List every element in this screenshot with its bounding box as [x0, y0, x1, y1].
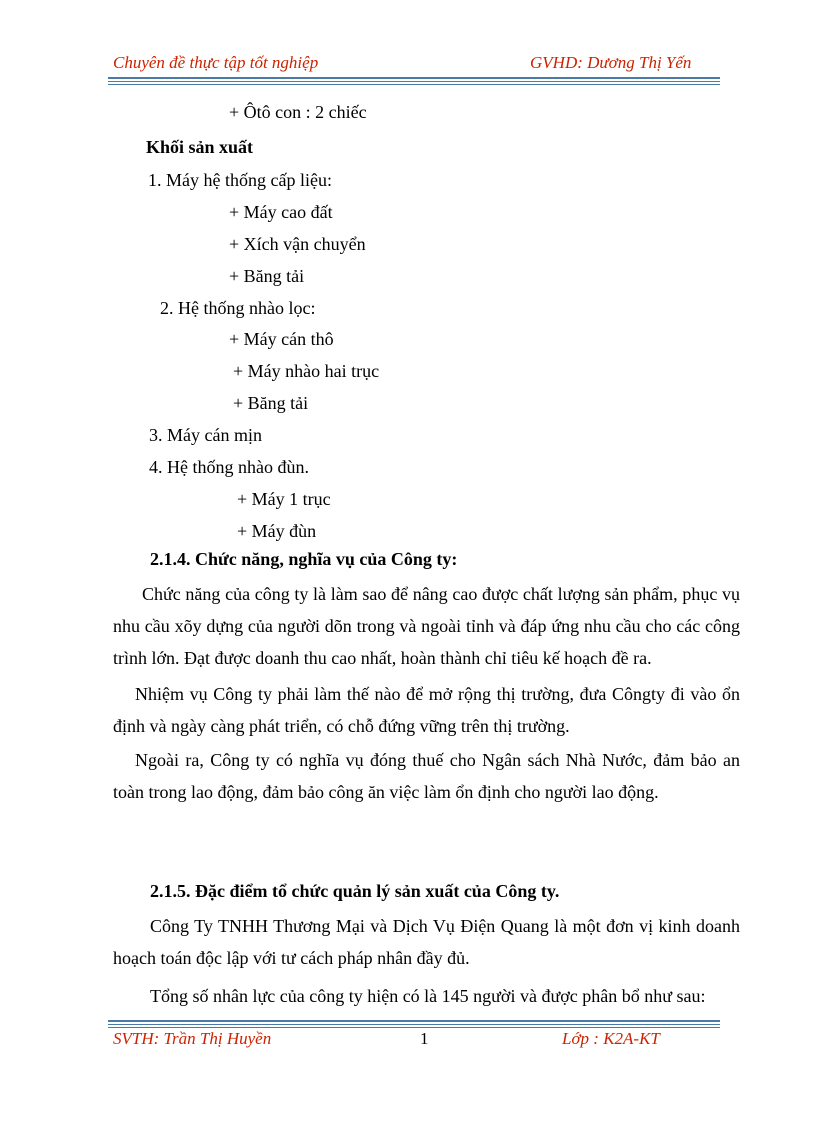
paragraph: Tổng số nhân lực của công ty hiện có là 145 người và được phân bổ như sau: — [150, 986, 706, 1006]
paragraph: Công Ty TNHH Thương Mại và Dịch Vụ Điện Quang là một đơn vị kinh doanh hoạch toán độc lập với tư cách pháp nhân đầy đủ. — [113, 916, 740, 968]
section-heading-215: 2.1.5. Đặc điểm tổ chức quản lý sản xuất của Công ty. — [150, 881, 560, 901]
list-item: + Máy cao đất — [229, 202, 333, 222]
list-item: + Băng tải — [229, 266, 305, 286]
list-item: + Xích vận chuyển — [229, 234, 366, 254]
list-item: + Máy cán thô — [229, 329, 334, 349]
list-item: 3. Máy cán mịn — [149, 425, 262, 445]
page-number: 1 — [420, 1029, 429, 1048]
paragraph: Chức năng của công ty là làm sao để nâng cao được chất lượng sản phẩm, phục vụ nhu cầu xõy dựng của người dõn trong và ngoài tỉnh và đáp ứng nhu cầu cho các công trình lớn. Đạt được doanh thu cao nhất, hoàn thành chỉ tiêu kế hoạch đề ra. — [113, 584, 740, 668]
list-item: 1. Máy hệ thống cấp liệu: — [148, 170, 332, 190]
list-item: + Máy 1 trục — [237, 489, 331, 509]
footer-right: Lớp : K2A-KT — [562, 1029, 660, 1048]
paragraph: Nhiệm vụ Công ty phải làm thế nào để mở rộng thị trường, đưa Côngty đi vào ổn định và ngày càng phát triển, có chỗ đứng vững trên thị trường. — [113, 684, 740, 736]
header-rule — [108, 77, 720, 85]
footer-rule — [108, 1020, 720, 1028]
header-left: Chuyên đề thực tập tốt nghiệp — [113, 53, 319, 72]
heading-khoi-san-xuat: Khối sản xuất — [146, 137, 254, 157]
paragraph: Ngoài ra, Công ty có nghĩa vụ đóng thuế cho Ngân sách Nhà Nước, đảm bảo an toàn trong lao động, đảm bảo công ăn việc làm ổn định cho người lao động. — [113, 750, 740, 802]
header-right: GVHD: Dương Thị Yến — [530, 53, 692, 72]
section-heading-214: 2.1.4. Chức năng, nghĩa vụ của Công ty: — [150, 549, 458, 569]
list-item: + Băng tải — [233, 393, 309, 413]
list-item: + Máy nhào hai trục — [233, 361, 380, 381]
list-item: 4. Hệ thống nhào đùn. — [149, 457, 309, 477]
item-oto: + Ôtô con : 2 chiếc — [229, 102, 367, 122]
list-item: 2. Hệ thống nhào lọc: — [160, 298, 316, 318]
footer-left: SVTH: Trần Thị Huyền — [113, 1029, 272, 1048]
list-item: + Máy đùn — [237, 521, 317, 541]
